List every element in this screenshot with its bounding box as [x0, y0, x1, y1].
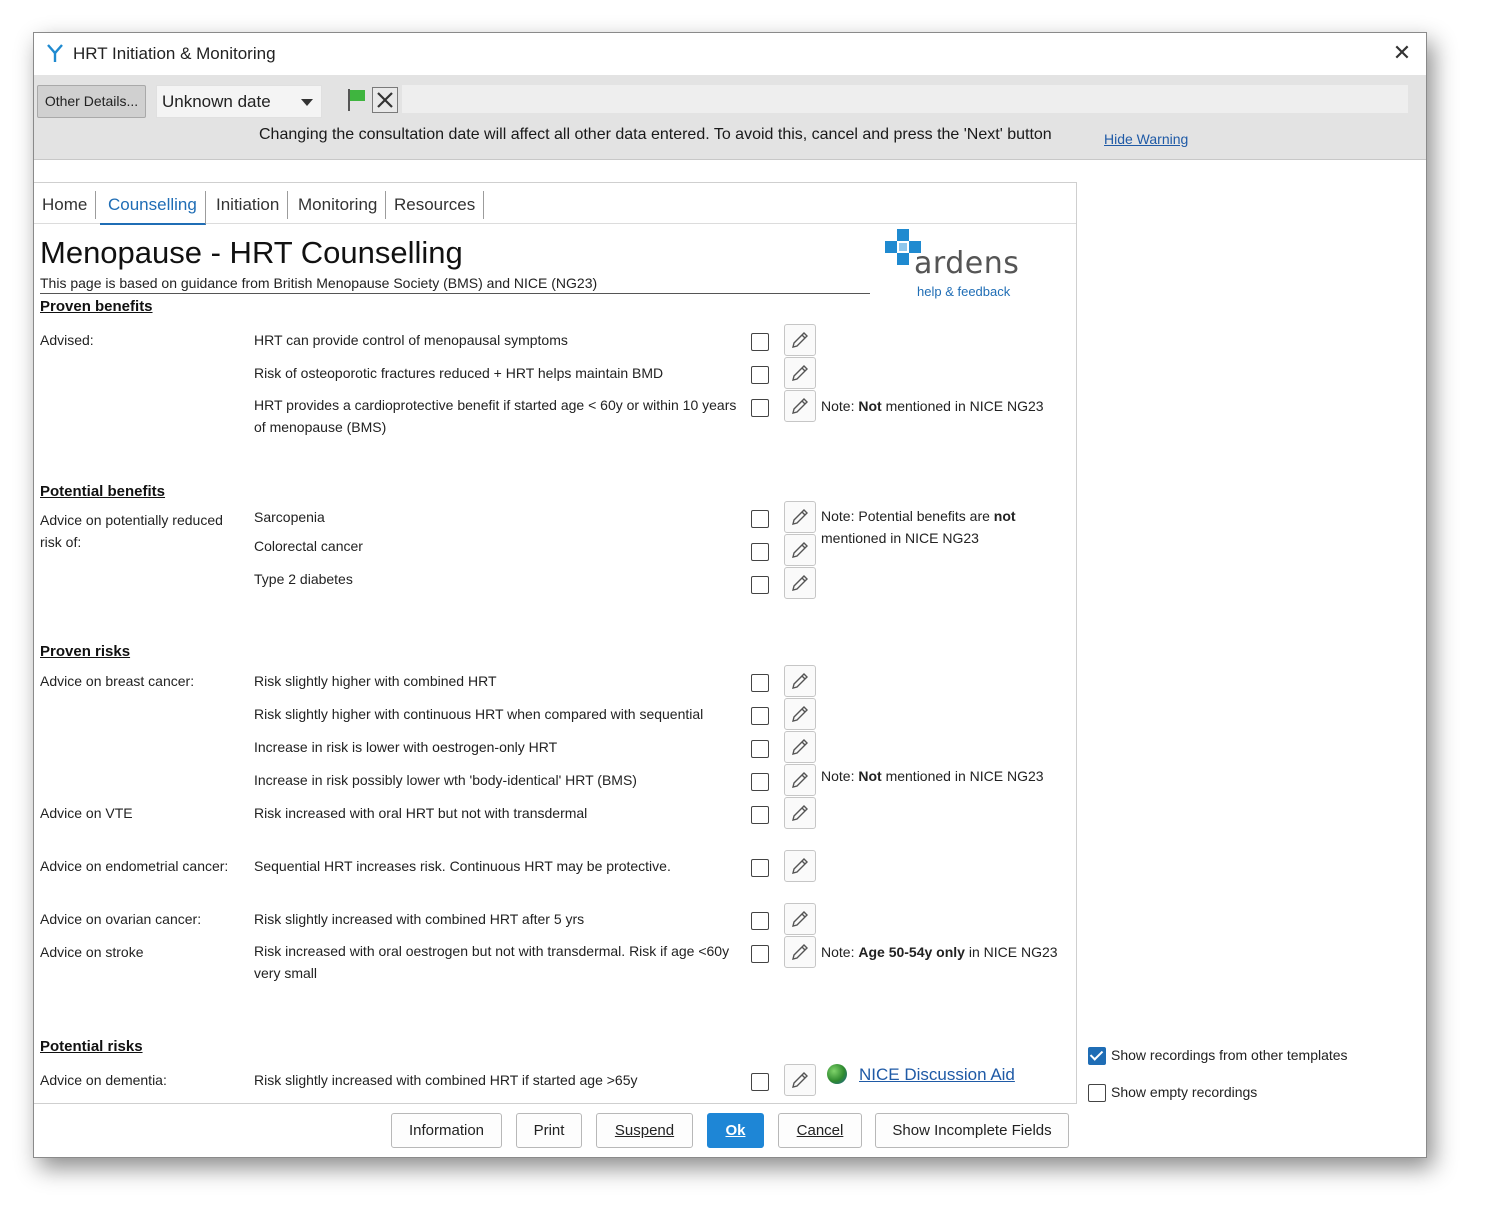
content-frame: Home Counselling Initiation Monitoring Resources Menopause - HRT Counselling This page is based on guidance from British Menopause Society (BMS) and NICE (NG23) ardens help & feedback Proven benefits Advised: HRT can provide control of menopausal symptoms Risk of osteoporotic fractures reduced + HRT helps maintain BMD HRT provides a cardioprotective benefit if started age < 60y or within 10 years of menopause (BMS) Note: Not mentioned in NICE NG23 Potential benefits Advice on potentially reduced risk of: Sarcopenia Note: Potential benefits are not mentioned in NICE NG23 Colorectal cancer Type 2 diabetes Proven risks Advice on breast cancer: Risk slightly higher with combined HRT Risk slightly higher with continuous HRT when compared with sequential Increase in risk is lower with oestrogen-only HRT Increase in risk possibly lower wth 'body-identical' HRT (BMS) Note: Not mentioned in NICE NG23 Advice on VTE Risk increased with oral HRT but not with transdermal Advice on endometrial cancer: Sequential HRT increases risk. Continuous HRT may be protective. Advice on ovarian cancer: Risk slightly increased with combined HRT after 5 yrs Advice on stroke Risk increased with oral oestrogen but not with transdermal. Risk if age <60y very small Note: Age 50-54y only in NICE NG23 Potential risks Advice on dementia: Risk slightly increased with combined HRT if started age >65y NICE Discussion Aid Show recordings from other templates Show empty recordings Information Print Suspend Ok Cancel Show Incomplete Fields: [34, 159, 1426, 1158]
section-proven-benefits: Proven benefits: [40, 298, 153, 315]
label-vte: Advice on VTE: [40, 805, 133, 821]
pencil-icon: [790, 942, 810, 962]
date-warning: Changing the consultation date will affect all other data entered. To avoid this, cancel and press the 'Next' button: [259, 126, 1052, 143]
pencil-icon: [790, 856, 810, 876]
section-potential-risks: Potential risks: [40, 1038, 143, 1055]
consultation-date-select[interactable]: [156, 85, 322, 118]
edit-button[interactable]: [784, 357, 816, 389]
hrt-window: [33, 32, 1427, 1158]
pencil-icon: [790, 507, 810, 527]
clear-date-icon[interactable]: [372, 87, 398, 113]
edit-button[interactable]: [784, 764, 816, 796]
label-breast-cancer: Advice on breast cancer:: [40, 673, 195, 689]
tab-monitoring[interactable]: Monitoring: [290, 191, 386, 219]
section-potential-benefits: Potential benefits: [40, 483, 166, 500]
item-risk-continuous: Risk slightly higher with continuous HRT when compared with sequential: [254, 706, 704, 722]
date-value: Unknown date: [162, 92, 271, 111]
pencil-icon: [790, 737, 810, 757]
show-incomplete-fields-button[interactable]: Show Incomplete Fields: [875, 1113, 1069, 1148]
checkbox-risk-body-identical[interactable]: [751, 773, 769, 791]
chevron-down-icon: [301, 99, 313, 106]
item-sarcopenia: Sarcopenia: [254, 509, 325, 525]
consultation-toolbar: [34, 75, 1426, 159]
checkbox-colorectal[interactable]: [751, 543, 769, 561]
edit-button[interactable]: [784, 936, 816, 968]
app-logo-icon: [44, 42, 66, 64]
nice-discussion-aid-link[interactable]: NICE Discussion Aid: [859, 1065, 1015, 1084]
label-potentially-reduced: Advice on potentially reduced risk of:: [40, 512, 223, 550]
pencil-icon: [790, 540, 810, 560]
page-title: Menopause - HRT Counselling: [40, 235, 463, 270]
ardens-logo[interactable]: [884, 228, 1034, 302]
item-endometrial: Sequential HRT increases risk. Continuous HRT may be protective.: [254, 858, 671, 874]
pencil-icon: [790, 803, 810, 823]
item-dementia: Risk slightly increased with combined HRT if started age >65y: [254, 1072, 638, 1088]
pencil-icon: [790, 330, 810, 350]
item-ovarian: Risk slightly increased with combined HRT after 5 yrs: [254, 911, 585, 927]
edit-button[interactable]: [784, 1064, 816, 1096]
globe-icon: [827, 1064, 847, 1084]
label-endometrial: Advice on endometrial cancer:: [40, 858, 229, 874]
tab-home[interactable]: Home: [34, 191, 96, 219]
template-page: [34, 182, 1077, 1104]
checkbox-show-other-templates[interactable]: [1088, 1047, 1106, 1065]
section-proven-risks: Proven risks: [40, 643, 131, 660]
note-stroke: Note: Age 50-54y only in NICE NG23: [821, 944, 1058, 960]
pencil-icon: [790, 363, 810, 383]
tab-initiation[interactable]: Initiation: [208, 191, 288, 219]
pencil-icon: [790, 1070, 810, 1090]
pencil-icon: [790, 396, 810, 416]
consultation-info-field: [402, 85, 1408, 113]
title-bar: [34, 33, 1426, 75]
label-stroke: Advice on stroke: [40, 944, 144, 960]
tab-counselling[interactable]: Counselling: [100, 191, 206, 225]
label-ovarian: Advice on ovarian cancer:: [40, 911, 202, 927]
item-vte: Risk increased with oral HRT but not with transdermal: [254, 805, 588, 821]
checkbox-vte[interactable]: [751, 806, 769, 824]
note-potential-benefits: Note: Potential benefits are not mentioned in NICE NG23: [821, 508, 1016, 546]
print-button[interactable]: Print: [516, 1113, 582, 1148]
information-button[interactable]: Information: [391, 1113, 502, 1148]
edit-button[interactable]: [784, 731, 816, 763]
label-advised: Advised:: [40, 332, 94, 348]
checkbox-ovarian[interactable]: [751, 912, 769, 930]
checkbox-risk-oestrogen-only[interactable]: [751, 740, 769, 758]
suspend-button[interactable]: Suspend: [596, 1113, 693, 1148]
edit-button[interactable]: [784, 850, 816, 882]
item-risk-body-identical: Increase in risk possibly lower wth 'body-identical' HRT (BMS): [254, 772, 637, 788]
item-colorectal: Colorectal cancer: [254, 538, 363, 554]
checkbox-symptom-control[interactable]: [751, 333, 769, 351]
checkbox-sarcopenia[interactable]: [751, 510, 769, 528]
label-dementia: Advice on dementia:: [40, 1072, 167, 1088]
item-stroke: Risk increased with oral oestrogen but not with transdermal. Risk if age <60y very small: [254, 943, 730, 981]
pencil-icon: [790, 770, 810, 790]
page-subtitle: This page is based on guidance from British Menopause Society (BMS) and NICE (NG23): [40, 275, 870, 294]
checkbox-osteoporotic[interactable]: [751, 366, 769, 384]
item-cardioprotective: HRT provides a cardioprotective benefit if started age < 60y or within 10 years of menopause (BMS): [254, 397, 737, 435]
other-details-button[interactable]: Other Details...: [37, 85, 146, 118]
hide-warning-link[interactable]: Hide Warning: [1104, 131, 1189, 147]
checkbox-risk-continuous[interactable]: [751, 707, 769, 725]
item-risk-oestrogen-only: Increase in risk is lower with oestrogen-only HRT: [254, 739, 558, 755]
cancel-button[interactable]: Cancel: [778, 1113, 862, 1148]
item-type2-diabetes: Type 2 diabetes: [254, 571, 353, 587]
close-icon[interactable]: ✕: [1392, 40, 1412, 65]
window-title: HRT Initiation & Monitoring: [73, 44, 276, 63]
pencil-icon: [790, 671, 810, 691]
item-symptom-control: HRT can provide control of menopausal symptoms: [254, 332, 568, 348]
checkbox-cardioprotective[interactable]: [751, 399, 769, 417]
edit-button[interactable]: [784, 324, 816, 356]
item-osteoporotic: Risk of osteoporotic fractures reduced + HRT helps maintain BMD: [254, 365, 664, 381]
note-body-identical: Note: Not mentioned in NICE NG23: [821, 768, 1044, 784]
edit-button[interactable]: [784, 534, 816, 566]
checkbox-show-empty-recordings[interactable]: [1088, 1084, 1106, 1102]
logo-wordmark: ardens: [914, 246, 1020, 281]
tab-bar: [34, 183, 1076, 224]
edit-button[interactable]: [784, 797, 816, 829]
pencil-icon: [790, 704, 810, 724]
edit-button[interactable]: [784, 665, 816, 697]
edit-button[interactable]: [784, 903, 816, 935]
edit-button[interactable]: [784, 501, 816, 533]
edit-button[interactable]: [784, 698, 816, 730]
ok-button[interactable]: Ok: [707, 1113, 764, 1148]
flag-icon[interactable]: [345, 87, 369, 113]
checkbox-stroke[interactable]: [751, 945, 769, 963]
checkbox-endometrial[interactable]: [751, 859, 769, 877]
help-feedback-link[interactable]: help & feedback: [917, 284, 1011, 299]
edit-button[interactable]: [784, 567, 816, 599]
checkbox-type2-diabetes[interactable]: [751, 576, 769, 594]
item-risk-combined: Risk slightly higher with combined HRT: [254, 673, 497, 689]
pencil-icon: [790, 573, 810, 593]
checkbox-dementia[interactable]: [751, 1073, 769, 1091]
note-cardioprotective: Note: Not mentioned in NICE NG23: [821, 398, 1044, 414]
checkbox-risk-combined[interactable]: [751, 674, 769, 692]
pencil-icon: [790, 909, 810, 929]
tab-resources[interactable]: Resources: [386, 191, 484, 219]
edit-button[interactable]: [784, 390, 816, 422]
